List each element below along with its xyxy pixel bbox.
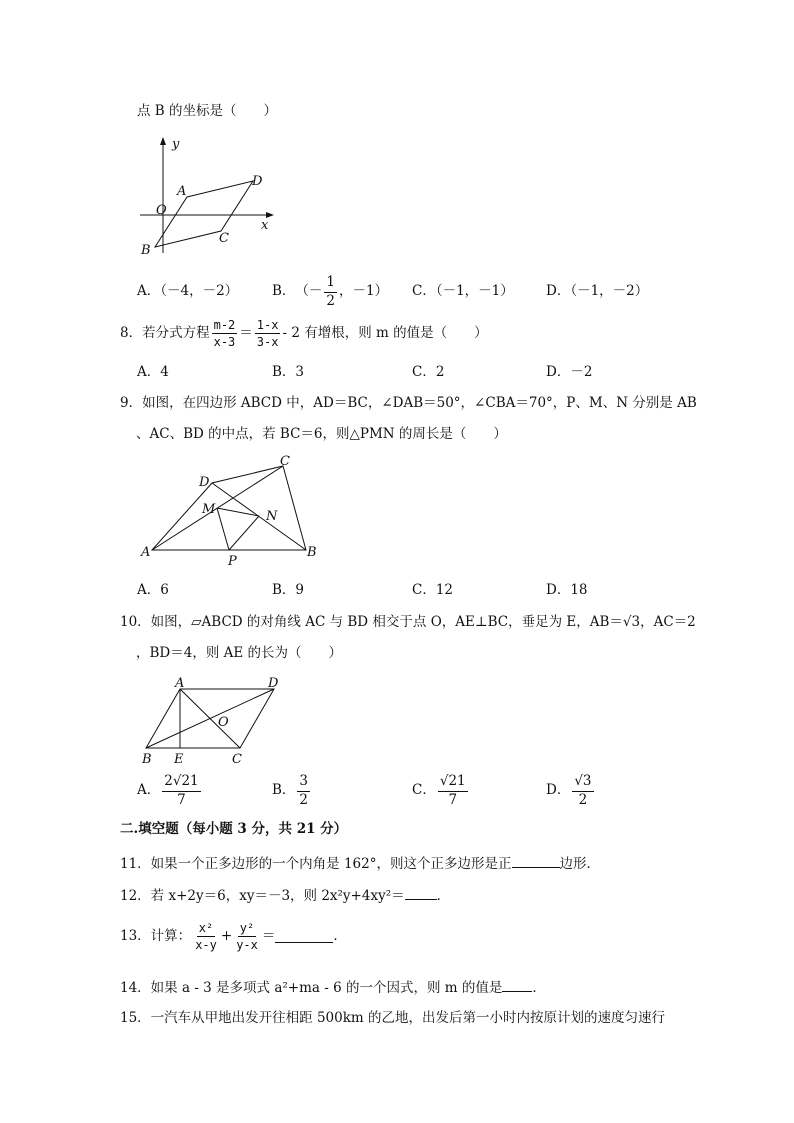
q7-label-x: x (261, 218, 269, 233)
q7-label-d: D (252, 174, 263, 189)
q9-option-a: A．6 (137, 582, 169, 598)
q10-label-d: D (268, 676, 279, 691)
q13: 13．计算： $\frac{\text{x²}}{x-y}$ + $\frac{\text{y²}}{y-x}$ ＝ ． (120, 921, 347, 952)
q13-answer-blank[interactable] (275, 930, 333, 943)
q12-answer-blank[interactable] (405, 887, 437, 900)
q7-label-o: O (156, 203, 167, 218)
q7-label-b: B (141, 243, 151, 258)
q9-label-a: A (141, 545, 151, 560)
q14-answer-blank[interactable] (502, 979, 532, 992)
q14: 14．如果 a - 3 是多项式 a²+ma - 6 的一个因式，则 m 的值是 ． (120, 980, 546, 996)
q9-label-d: D (199, 475, 210, 490)
q7-option-a: A．（－4，－2） (137, 283, 239, 299)
q9-label-n: N (266, 509, 278, 524)
q10-label-e: E (174, 752, 184, 767)
q10-label-o: O (218, 715, 229, 730)
q10-label-b: B (142, 752, 152, 767)
q10-label-a: A (175, 676, 185, 691)
q10-option-c: C． $\frac{√21}{7}$ (412, 773, 466, 808)
q10-figure (138, 675, 288, 770)
q8-option-c: C．2 (412, 364, 445, 380)
q11-answer-blank[interactable] (512, 855, 560, 868)
section-heading: 二.填空题（每小题 3 分，共 21 分） (120, 821, 348, 837)
q7-label-y: y (172, 137, 180, 152)
q7-option-c: C．（－1，－1） (412, 283, 514, 299)
q9-label-p: P (228, 554, 237, 569)
q8-option-d: D．－2 (546, 364, 593, 380)
q9-option-b: B．9 (272, 582, 305, 598)
q8-option-b: B．3 (272, 364, 305, 380)
q10-stem-line1: 10．如图，▱ABCD 的对角线 AC 与 BD 相交于点 O，AE⊥BC，垂足为 E，AB＝√3，AC＝2 (120, 614, 696, 630)
q7-label-a: A (177, 184, 187, 199)
q8-stem: 8．若分式方程 $\frac{m-2}{x-3}$ ＝ $\frac{1-x}{3-x}$ - 2 有增根，则 m 的值是（ ） (120, 318, 488, 349)
q10-label-c: C (232, 752, 242, 767)
q15: 15．一汽车从甲地出发开往相距 500km 的乙地，出发后第一小时内按原计划的速度匀速行 (120, 1010, 666, 1026)
q9-option-d: D．18 (546, 582, 588, 598)
q11: 11．如果一个正多边形的一个内角是 162°，则这个正多边形是正 边形． (120, 856, 600, 872)
q9-label-m: M (202, 502, 216, 517)
q7-option-d: D．（－1，－2） (546, 283, 649, 299)
q10-option-d: D． $\frac{√3}{2}$ (546, 773, 592, 808)
q9-stem-line1: 9．如图，在四边形 ABCD 中，AD＝BC，∠DAB＝50°，∠CBA＝70°，P、M、N 分别是 AB (120, 395, 697, 411)
q7-option-b: B． （－ $\frac{1}{2}$ ，－1） (272, 274, 389, 309)
q10-option-b: B． $\frac{3}{2}$ (272, 773, 309, 808)
q9-stem-line2: 、AC、BD 的中点，若 BC＝6，则△PMN 的周长是（ ） (136, 426, 507, 442)
q10-stem-line2: ，BD＝4，则 AE 的长为（ ） (136, 645, 343, 661)
q12: 12．若 x+2y＝6，xy＝－3，则 2x²y+4xy²＝ ． (120, 888, 451, 904)
q9-label-c: C (280, 454, 290, 469)
q9-figure (140, 453, 330, 568)
q8-option-a: A．4 (137, 364, 169, 380)
q7-figure (135, 135, 285, 260)
q7-label-c: C (219, 231, 229, 246)
q7-stem: 点 B 的坐标是（ ） (137, 103, 278, 119)
q9-option-c: C．12 (412, 582, 454, 598)
q9-label-b: B (307, 545, 317, 560)
q10-option-a: A． $\frac{2√21}{7}$ (137, 773, 199, 808)
